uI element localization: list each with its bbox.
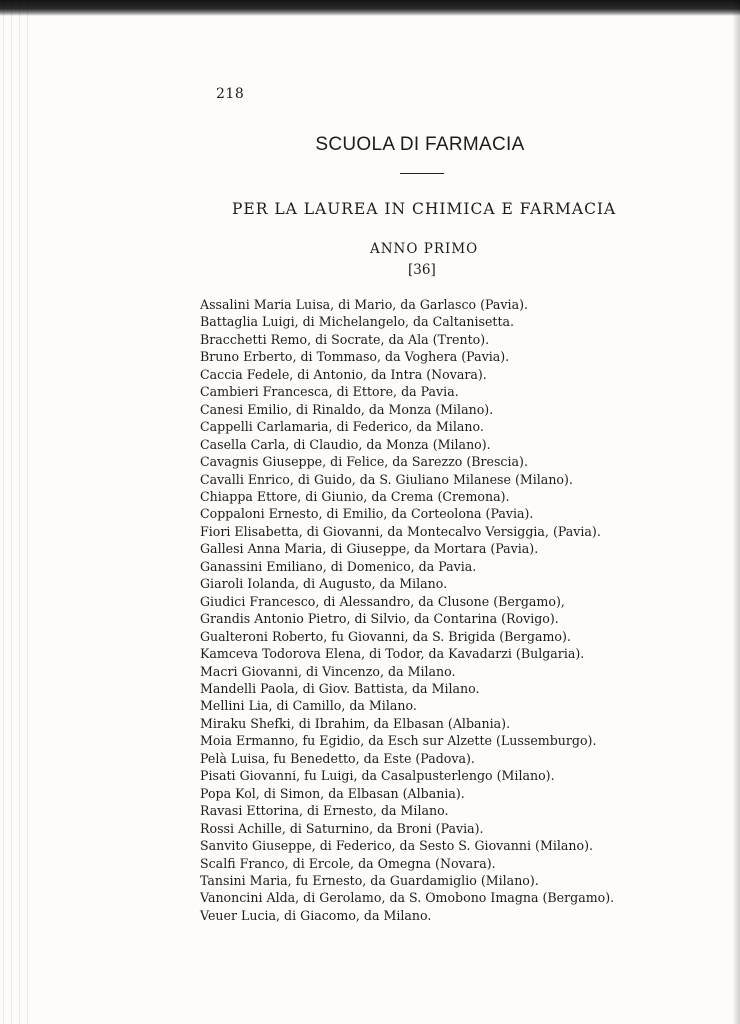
student-entry: Moia Ermanno, fu Egidio, da Esch sur Alzette (Lussemburgo). — [200, 733, 597, 749]
title-divider — [400, 173, 444, 174]
student-entry: Cavalli Enrico, di Guido, da S. Giuliano Milanese (Milano). — [200, 471, 573, 487]
page-number: 218 — [216, 86, 245, 102]
student-entry: Mellini Lia, di Camillo, da Milano. — [200, 698, 417, 714]
student-entry: Canesi Emilio, di Rinaldo, da Monza (Milano). — [200, 401, 494, 417]
student-entry: Pelà Luisa, fu Benedetto, da Este (Padova). — [200, 750, 475, 766]
student-entry: Vanoncini Alda, di Gerolamo, da S. Omobono Imagna (Bergamo). — [200, 890, 615, 906]
year-heading: ANNO PRIMO — [370, 241, 479, 257]
student-entry: Cambieri Francesca, di Ettore, da Pavia. — [200, 384, 459, 400]
student-entry: Ravasi Ettorina, di Ernesto, da Milano. — [200, 803, 449, 819]
student-entry: Veuer Lucia, di Giacomo, da Milano. — [200, 907, 432, 923]
student-entry: Mandelli Paola, di Giov. Battista, da Milano. — [200, 680, 480, 696]
student-entry: Ganassini Emiliano, di Domenico, da Pavia. — [200, 558, 477, 574]
student-entry: Tansini Maria, fu Ernesto, da Guardamiglio (Milano). — [200, 872, 539, 888]
degree-heading: PER LA LAUREA IN CHIMICA E FARMACIA — [232, 200, 617, 218]
student-list — [200, 296, 614, 924]
student-entry: Sanvito Giuseppe, di Federico, da Sesto S. Giovanni (Milano). — [200, 838, 594, 854]
student-entry: Bruno Erberto, di Tommaso, da Voghera (Pavia). — [200, 349, 510, 365]
student-entry: Gallesi Anna Maria, di Giuseppe, da Mortara (Pavia). — [200, 541, 539, 557]
student-entry: Popa Kol, di Simon, da Elbasan (Albania). — [200, 785, 465, 801]
student-entry: Battaglia Luigi, di Michelangelo, da Caltanisetta. — [200, 314, 515, 330]
student-count: [36] — [408, 262, 436, 278]
student-entry: Fiori Elisabetta, di Giovanni, da Montecalvo Versiggia, (Pavia). — [200, 523, 601, 539]
student-entry: Giudici Francesco, di Alessandro, da Clusone (Bergamo), — [200, 593, 565, 609]
student-entry: Scalfi Franco, di Ercole, da Omegna (Novara). — [200, 855, 496, 871]
school-title: SCUOLA DI FARMACIA — [315, 134, 525, 155]
student-entry: Cavagnis Giuseppe, di Felice, da Sarezzo (Brescia). — [200, 454, 528, 470]
student-entry: Assalini Maria Luisa, di Mario, da Garlasco (Pavia). — [200, 297, 528, 312]
student-entry: Giaroli Iolanda, di Augusto, da Milano. — [200, 576, 448, 592]
student-entry: Gualteroni Roberto, fu Giovanni, da S. Brigida (Bergamo). — [200, 628, 571, 644]
student-entry: Grandis Antonio Pietro, di Silvio, da Contarina (Rovigo). — [200, 611, 559, 627]
student-entry: Bracchetti Remo, di Socrate, da Ala (Trento). — [200, 331, 490, 347]
student-entry: Casella Carla, di Claudio, da Monza (Milano). — [200, 436, 491, 452]
student-entry: Macri Giovanni, di Vincenzo, da Milano. — [200, 663, 456, 679]
student-entry: Kamceva Todorova Elena, di Todor, da Kavadarzi (Bulgaria). — [200, 646, 585, 662]
student-entry: Pisati Giovanni, fu Luigi, da Casalpusterlengo (Milano). — [200, 768, 555, 784]
student-entry: Rossi Achille, di Saturnino, da Broni (Pavia). — [200, 820, 484, 836]
student-entry: Miraku Shefki, di Ibrahim, da Elbasan (Albania). — [200, 715, 511, 731]
scan-top-border — [0, 0, 740, 16]
student-entry: Cappelli Carlamaria, di Federico, da Milano. — [200, 419, 484, 435]
student-entry: Coppaloni Ernesto, di Emilio, da Corteolona (Pavia). — [200, 506, 534, 522]
student-entry: Chiappa Ettore, di Giunio, da Crema (Cremona). — [200, 488, 510, 504]
student-entry: Caccia Fedele, di Antonio, da Intra (Novara). — [200, 366, 487, 382]
